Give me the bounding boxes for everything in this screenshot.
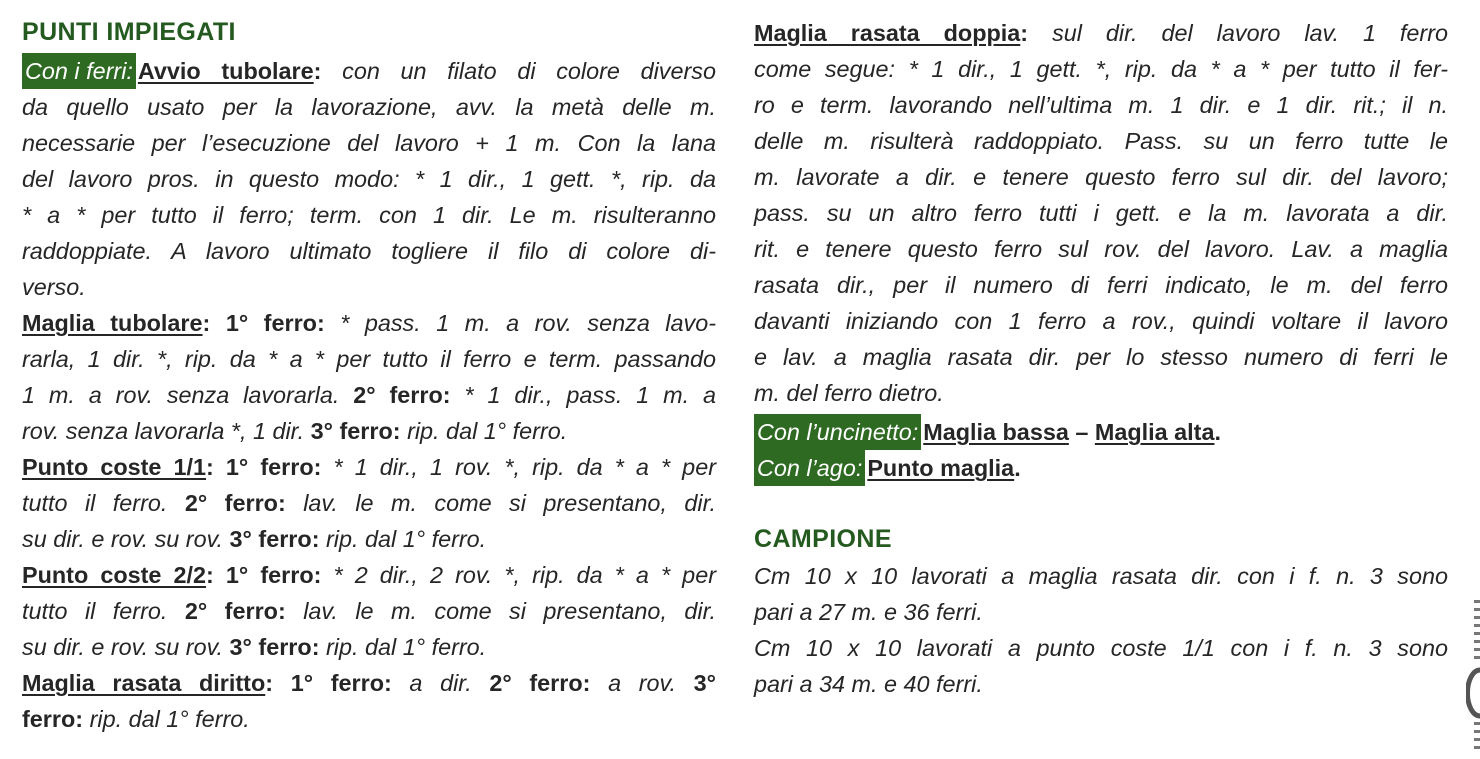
- ferro-label: 2° ferro:: [184, 490, 286, 516]
- text-span: * pass. 1 m. a rov. senza lavo-: [340, 310, 717, 336]
- tag-con-luncinetto: Con l’uncinetto:: [754, 414, 921, 450]
- text-span: rip. dal 1° ferro.: [326, 634, 487, 660]
- term-maglia-alta: Maglia alta: [1094, 419, 1215, 445]
- text-span: rip. dal 1° ferro.: [326, 526, 487, 552]
- text-span: a rov.: [608, 670, 676, 696]
- tag-con-i-ferri: Con i ferri:: [22, 53, 136, 89]
- text-line: davanti iniziando con 1 ferro a rov., quindi voltare il lavoro: [754, 308, 1448, 334]
- text-line: e lav. a maglia rasata dir. per lo stesso numero di ferri le: [754, 344, 1448, 370]
- ferro-label: 1° ferro:: [290, 670, 392, 696]
- text-line: raddoppiate. A lavoro ultimato togliere il filo di colore di-: [22, 238, 716, 264]
- ferro-label: 1° ferro:: [225, 310, 325, 336]
- text-line: Punto coste 2/2: 1° ferro: * 2 dir., 2 rov. *, rip. da * a * per: [22, 562, 716, 588]
- term-maglia-rasata-doppia: Maglia rasata doppia: [754, 20, 1021, 46]
- text-line: Cm 10 x 10 lavorati a maglia rasata dir. con i f. n. 3 sono: [754, 563, 1448, 589]
- text-line: pari a 34 m. e 40 ferri.: [754, 671, 983, 697]
- ferro-label: 3° ferro:: [229, 634, 320, 660]
- text-line: * a * per tutto il ferro; term. con 1 dir. Le m. risulteranno: [22, 202, 716, 228]
- ferro-label: 2° ferro:: [184, 598, 286, 624]
- text-line: [22, 593, 716, 629]
- text-line: [22, 629, 716, 665]
- text-line: m. lavorate a dir. e tenere questo ferro sul dir. del lavoro;: [754, 164, 1448, 190]
- ferro-label: 3°: [693, 670, 716, 696]
- text-span: 1 m. a rov. senza lavorarla.: [22, 382, 340, 408]
- ferro-label: 1° ferro:: [225, 454, 322, 480]
- text-line: Con l’ago: Punto maglia.: [754, 450, 1448, 486]
- ferro-label: ferro:: [22, 706, 84, 732]
- tag-con-lago: Con l’ago:: [754, 450, 865, 486]
- text-span: su dir. e rov. su rov.: [22, 526, 224, 552]
- text-span: lav. le m. come si presentano, dir.: [303, 490, 717, 516]
- text-line: delle m. risulterà raddoppiato. Pass. su un ferro tutte le: [754, 128, 1448, 154]
- term-maglia-bassa: Maglia bassa: [923, 419, 1069, 445]
- section-heading-campione: CAMPIONE: [754, 525, 892, 553]
- text-line: Maglia rasata doppia: sul dir. del lavoro lav. 1 ferro: [754, 20, 1449, 46]
- text-line: necessarie per l’esecuzione del lavoro + 1 m. Con la lana: [22, 130, 716, 156]
- text-line: da quello usato per la lavorazione, avv. la metà delle m.: [22, 94, 716, 120]
- section-heading-punti-impiegati: PUNTI IMPIEGATI: [22, 18, 236, 46]
- page-edge-decoration: [1466, 598, 1480, 759]
- text-span: * 1 dir., 1 rov. *, rip. da * a * per: [333, 454, 716, 480]
- text-span: lav. le m. come si presentano, dir.: [303, 598, 717, 624]
- text-line: [22, 701, 716, 737]
- text-line: [22, 377, 716, 413]
- text-line: rit. e tenere questo ferro sul rov. del lavoro. Lav. a maglia: [754, 236, 1448, 262]
- text-span: a dir.: [409, 670, 472, 696]
- text-span: rip. dal 1° ferro.: [89, 706, 250, 732]
- text-line: verso.: [22, 274, 86, 300]
- text-line: [22, 485, 716, 521]
- text-line: pass. su un altro ferro tutti i gett. e la m. lavorata a dir.: [754, 200, 1448, 226]
- text-line: Punto coste 1/1: 1° ferro: * 1 dir., 1 rov. *, rip. da * a * per: [22, 454, 716, 480]
- text-line: come segue: * 1 dir., 1 gett. *, rip. da * a * per tutto il fer-: [754, 56, 1448, 82]
- text-line: Maglia tubolare: 1° ferro: * pass. 1 m. a rov. senza lavo-: [22, 310, 717, 336]
- dash: –: [1075, 419, 1089, 445]
- text-line: m. del ferro dietro.: [754, 380, 944, 406]
- ferro-label: 2° ferro:: [489, 670, 591, 696]
- term-punto-coste-1-1: Punto coste 1/1: [22, 454, 207, 480]
- text-line: rasata dir., per il numero di ferri indicato, le m. del ferro: [754, 272, 1448, 298]
- text-span: con un filato di colore diverso: [342, 58, 716, 84]
- ferro-label: 2° ferro:: [353, 382, 451, 408]
- text-line: [22, 413, 716, 449]
- ferro-label: 3° ferro:: [310, 418, 401, 444]
- text-span: tutto il ferro.: [22, 490, 168, 516]
- text-line: [22, 521, 716, 557]
- term-avvio-tubolare: Avvio tubolare: [137, 58, 314, 84]
- ferro-label: 3° ferro:: [229, 526, 320, 552]
- term-punto-maglia: Punto maglia: [867, 455, 1015, 481]
- term-punto-coste-2-2: Punto coste 2/2: [22, 562, 207, 588]
- text-line: pari a 27 m. e 36 ferri.: [754, 599, 983, 625]
- term-maglia-rasata-diritto: Maglia rasata diritto: [22, 670, 266, 696]
- text-span: rip. dal 1° ferro.: [407, 418, 568, 444]
- text-line: Con i ferri: Avvio tubolare: con un filato di colore diverso: [22, 53, 716, 89]
- text-span: * 1 dir., pass. 1 m. a: [464, 382, 717, 408]
- text-span: rov. senza lavorarla *, 1 dir.: [22, 418, 305, 444]
- text-line: ro e term. lavorando nell’ultima m. 1 dir. e 1 dir. rit.; il n.: [754, 92, 1448, 118]
- text-span: sul dir. del lavoro lav. 1 ferro: [1052, 20, 1449, 46]
- text-line: rarla, 1 dir. *, rip. da * a * per tutto il ferro e term. passando: [22, 346, 716, 372]
- ferro-label: 1° ferro:: [225, 562, 322, 588]
- text-line: Maglia rasata diritto: 1° ferro: a dir. 2° ferro: a rov. 3°: [22, 670, 716, 696]
- text-span: * 2 dir., 2 rov. *, rip. da * a * per: [333, 562, 716, 588]
- text-line: Cm 10 x 10 lavorati a punto coste 1/1 con i f. n. 3 sono: [754, 635, 1448, 661]
- text-span: su dir. e rov. su rov.: [22, 634, 224, 660]
- text-line: del lavoro pros. in questo modo: * 1 dir., 1 gett. *, rip. da: [22, 166, 716, 192]
- text-span: tutto il ferro.: [22, 598, 168, 624]
- text-line: Con l’uncinetto: Maglia bassa – Maglia alta.: [754, 414, 1448, 450]
- term-maglia-tubolare: Maglia tubolare: [22, 310, 203, 336]
